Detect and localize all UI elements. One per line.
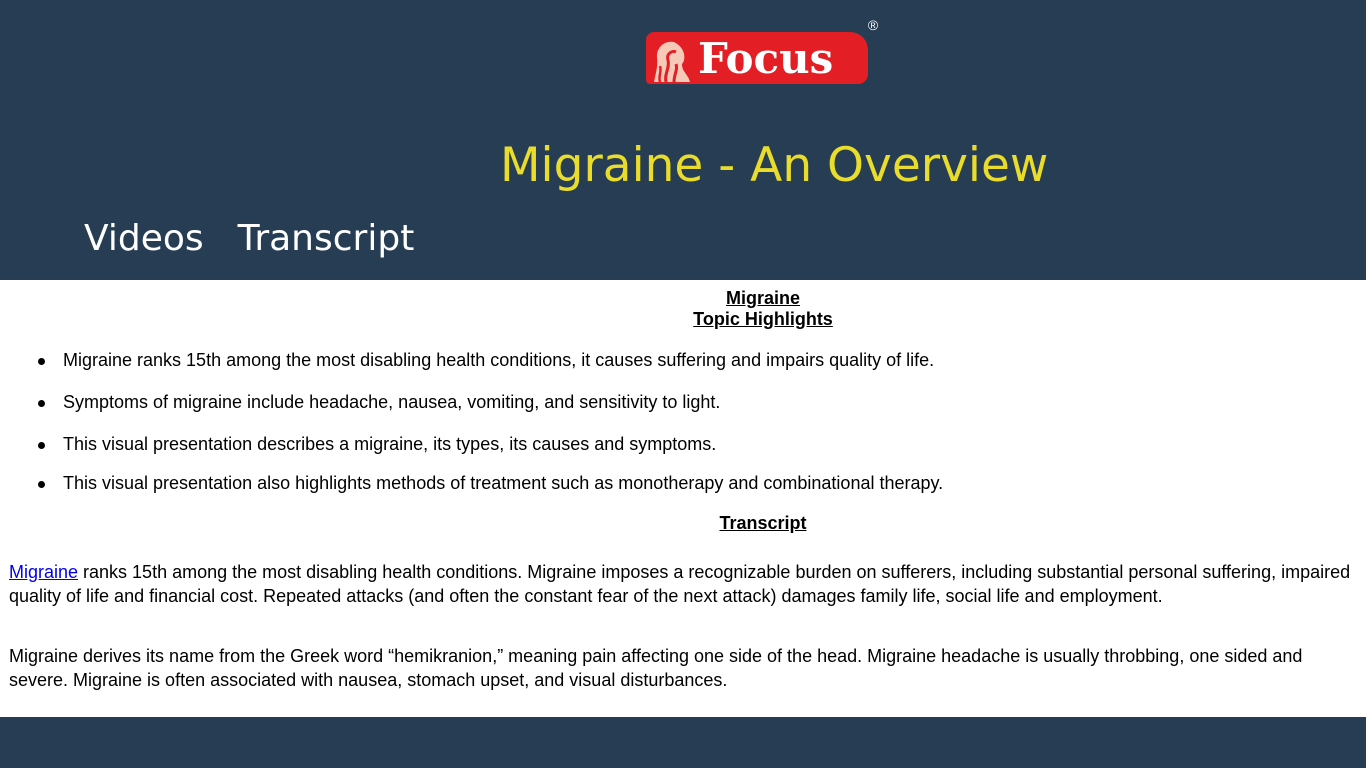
transcript-heading: Transcript <box>719 513 807 533</box>
bullet-dot <box>38 400 45 407</box>
migraine-link[interactable]: Migraine <box>9 562 79 582</box>
tab-videos[interactable]: Videos <box>84 218 204 259</box>
focus-logo <box>646 32 868 84</box>
tab-transcript[interactable]: Transcript <box>237 218 415 259</box>
nav-tabs <box>84 218 414 259</box>
transcript-paragraph-2-line-1: Migraine derives its name from the Greek word “hemikranion,” meaning pain affecting one side of the head. Migraine headache is usually throbbing, one sided and <box>9 646 1303 666</box>
registered-mark: ® <box>867 17 879 33</box>
highlight-item: This visual presentation describes a migraine, its types, its causes and symptoms. <box>63 434 717 454</box>
page-title: Migraine - An Overview <box>500 138 1049 193</box>
paragraph-text: ranks 15th among the most disabling health conditions. Migraine imposes a recognizable burden on sufferers, including substantial personal suffering, impaired <box>78 562 1351 582</box>
logo-text: Focus <box>698 34 834 83</box>
transcript-paragraph-1-line-1 <box>9 560 1350 584</box>
bullet-dot <box>38 358 45 365</box>
highlight-item: Symptoms of migraine include headache, nausea, vomiting, and sensitivity to light. <box>63 392 721 412</box>
bullet-dot <box>38 481 45 488</box>
app-header <box>0 0 1366 280</box>
bullet-dot <box>38 442 45 449</box>
transcript-paragraph-2-line-2: severe. Migraine is often associated with nausea, stomach upset, and visual disturbances. <box>9 670 728 690</box>
highlight-item: This visual presentation also highlights methods of treatment such as monotherapy and combinational therapy. <box>63 473 944 493</box>
topic-heading: Migraine <box>725 288 800 308</box>
transcript-paragraph-1-line-2: quality of life and financial cost. Repeated attacks (and often the constant fear of the next attack) damages family life, social life and employment. <box>9 586 1163 606</box>
brain-logo-icon <box>652 38 692 84</box>
highlight-item: Migraine ranks 15th among the most disabling health conditions, it causes suffering and impairs quality of life. <box>63 350 935 370</box>
topic-highlights-heading: Topic Highlights <box>693 309 833 329</box>
transcript-content[interactable] <box>0 280 1366 717</box>
